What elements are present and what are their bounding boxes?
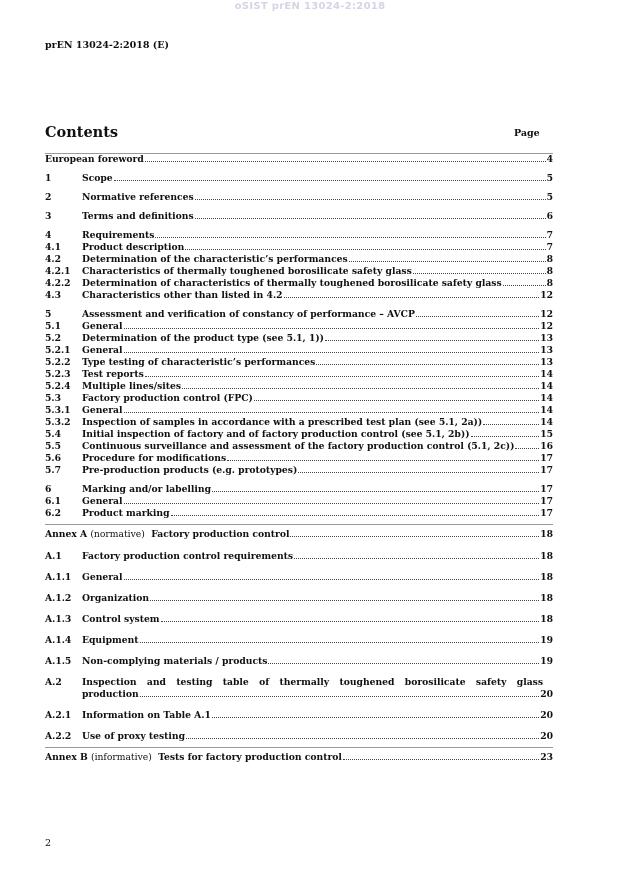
toc-entry-4-2-1[interactable]: 4.2.1 Characteristics of thermally toughened borosilicate safety glass 8 bbox=[45, 266, 553, 277]
page-column-header: Page bbox=[514, 128, 540, 139]
toc-entry-5-3[interactable]: 5.3 Factory production control (FPC) 14 bbox=[45, 393, 553, 404]
toc-entry-5-6[interactable]: 5.6 Procedure for modifications 17 bbox=[45, 453, 553, 464]
toc-entry-a-1-5[interactable]: A.1.5 Non-complying materials / products 19 bbox=[45, 656, 553, 667]
toc-entry-5-3-1[interactable]: 5.3.1 General 14 bbox=[45, 405, 553, 416]
toc-entry-5-2-1[interactable]: 5.2.1 General 13 bbox=[45, 345, 553, 356]
toc-entry-5-1[interactable]: 5.1 General 12 bbox=[45, 321, 553, 332]
toc-entry-a-1-1[interactable]: A.1.1 General 18 bbox=[45, 572, 553, 583]
toc-entry-annex-a[interactable]: Annex A (normative) Factory production control 18 bbox=[45, 524, 553, 542]
toc-entry-6-1[interactable]: 6.1 General 17 bbox=[45, 496, 553, 507]
table-of-contents bbox=[45, 153, 553, 765]
toc-entry-5-2[interactable]: 5.2 Determination of the product type (see 5.1, 1)) 13 bbox=[45, 333, 553, 344]
toc-entry-1[interactable]: 1 Scope 5 bbox=[45, 173, 553, 184]
toc-entry-foreword[interactable]: European foreword 4 bbox=[45, 154, 553, 165]
toc-entry-a-1-4[interactable]: A.1.4 Equipment 19 bbox=[45, 635, 553, 646]
toc-entry-a-2-1[interactable]: A.2.1 Information on Table A.1 20 bbox=[45, 710, 553, 721]
toc-entry-5-4[interactable]: 5.4 Initial inspection of factory and of factory production control (see 5.1, 2b)) 15 bbox=[45, 429, 553, 440]
toc-entry-5-2-3[interactable]: 5.2.3 Test reports 14 bbox=[45, 369, 553, 380]
toc-entry-4-2-2[interactable]: 4.2.2 Determination of characteristics of thermally toughened borosilicate safety glass 8 bbox=[45, 278, 553, 289]
toc-entry-5-3-2[interactable]: 5.3.2 Inspection of samples in accordance with a prescribed test plan (see 5.1, 2a)) 14 bbox=[45, 417, 553, 428]
toc-entry-4[interactable]: 4 Requirements 7 bbox=[45, 230, 553, 241]
toc-entry-a-1-3[interactable]: A.1.3 Control system 18 bbox=[45, 614, 553, 625]
toc-entry-a-2-2[interactable]: A.2.2 Use of proxy testing 20 bbox=[45, 731, 553, 742]
toc-entry-5[interactable]: 5 Assessment and verification of constancy of performance – AVCP 12 bbox=[45, 309, 553, 320]
toc-entry-6-2[interactable]: 6.2 Product marking 17 bbox=[45, 508, 553, 519]
page-title: Contents bbox=[45, 124, 119, 141]
toc-entry-4-1[interactable]: 4.1 Product description 7 bbox=[45, 242, 553, 253]
toc-entry-2[interactable]: 2 Normative references 5 bbox=[45, 192, 553, 203]
toc-entry-4-3[interactable]: 4.3 Characteristics other than listed in 4.2 12 bbox=[45, 290, 553, 301]
page-number: 2 bbox=[45, 838, 52, 849]
toc-entry-3[interactable]: 3 Terms and definitions 6 bbox=[45, 211, 553, 222]
watermark: oSIST prEN 13024-2:2018 bbox=[234, 1, 386, 12]
toc-entry-4-2[interactable]: 4.2 Determination of the characteristic’s performances 8 bbox=[45, 254, 553, 265]
toc-entry-6[interactable]: 6 Marking and/or labelling 17 bbox=[45, 484, 553, 495]
toc-entry-5-2-2[interactable]: 5.2.2 Type testing of characteristic’s performances 13 bbox=[45, 357, 553, 368]
toc-entry-a-1-2[interactable]: A.1.2 Organization 18 bbox=[45, 593, 553, 604]
document-reference: prEN 13024-2:2018 (E) bbox=[45, 40, 169, 51]
toc-entry-a-2[interactable]: A.2 Inspection and testing table of thermally toughened borosilicate safety glass production 20 bbox=[45, 677, 553, 700]
toc-entry-5-5[interactable]: 5.5 Continuous surveillance and assessment of the factory production control (5.1, 2c)) 16 bbox=[45, 441, 553, 452]
toc-entry-5-7[interactable]: 5.7 Pre-production products (e.g. prototypes) 17 bbox=[45, 465, 553, 476]
toc-entry-annex-b[interactable]: Annex B (informative) Tests for factory production control 23 bbox=[45, 747, 553, 765]
toc-entry-5-2-4[interactable]: 5.2.4 Multiple lines/sites 14 bbox=[45, 381, 553, 392]
toc-entry-a-1[interactable]: A.1 Factory production control requirements 18 bbox=[45, 551, 553, 562]
